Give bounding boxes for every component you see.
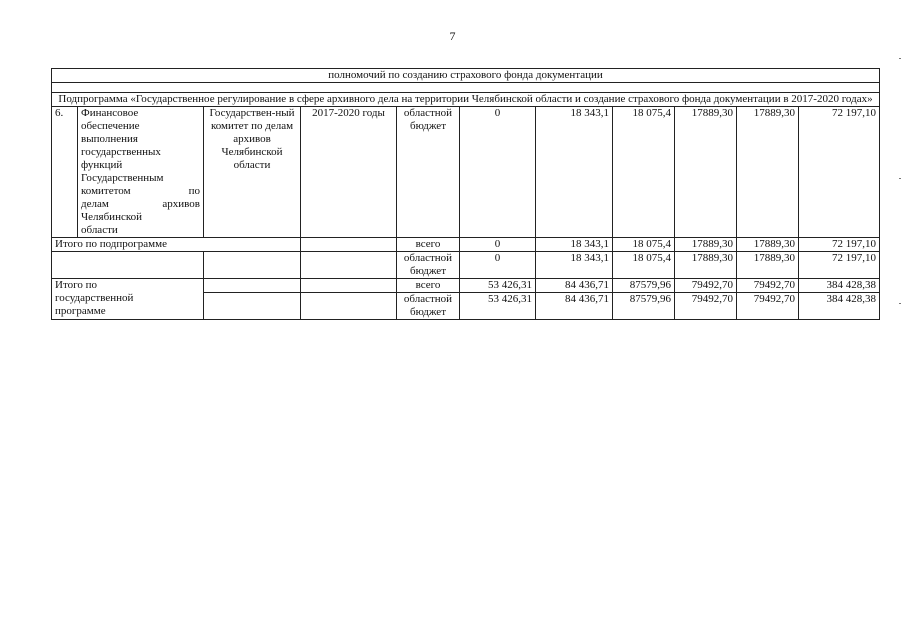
item-name-line: Государственным <box>81 172 164 184</box>
scan-edge-mark <box>899 303 901 304</box>
program-total-2018: 87579,96 <box>613 279 675 293</box>
table-row-subprogram-regional <box>52 252 880 279</box>
item-value-total: 72 197,10 <box>799 107 880 238</box>
subprogram-regional-sum: 72 197,10 <box>799 252 880 279</box>
item-name-line: Челябинской <box>81 211 143 223</box>
item-value-2017: 18 343,1 <box>536 107 613 238</box>
empty-cell <box>301 279 397 293</box>
program-total-2019: 79492,70 <box>675 279 737 293</box>
program-total-sum: 384 428,38 <box>799 279 880 293</box>
program-total-label: Итого по государственной программе <box>52 279 204 320</box>
item-name-line: выполнения <box>81 133 138 145</box>
empty-cell <box>301 238 397 252</box>
item-value-2016: 0 <box>460 107 536 238</box>
program-total-2016: 53 426,31 <box>460 279 536 293</box>
item-source: областной бюджет <box>397 107 460 238</box>
empty-cell <box>52 252 204 279</box>
item-name-line: области <box>81 224 118 236</box>
subprogram-regional-2018: 18 075,4 <box>613 252 675 279</box>
item-value-2019: 17889,30 <box>675 107 737 238</box>
program-regional-2017: 84 436,71 <box>536 293 613 320</box>
table-row-program-total <box>52 279 880 293</box>
spacer-row <box>52 83 880 93</box>
item-name-line: государственных <box>81 146 161 158</box>
program-total-2020: 79492,70 <box>737 279 799 293</box>
empty-cell <box>301 293 397 320</box>
subprogram-total-2019: 17889,30 <box>675 238 737 252</box>
subprogram-title: Подпрограмма «Государственное регулирование в сфере архивного дела на территории Челябинской области и создание страхового фонда документации в 2017-2020 годах» <box>52 93 880 107</box>
subprogram-total-sum: 72 197,10 <box>799 238 880 252</box>
program-regional-source: областной бюджет <box>397 293 460 320</box>
item-name-line: функций <box>81 159 123 171</box>
subprogram-total-2018: 18 075,4 <box>613 238 675 252</box>
page-number: 7 <box>449 29 456 43</box>
subprogram-regional-2016: 0 <box>460 252 536 279</box>
scan-edge-mark <box>899 58 901 59</box>
table-row-subprogram-total <box>52 238 880 252</box>
empty-cell <box>204 279 301 293</box>
spacer-cell <box>52 83 880 93</box>
item-name-line: обеспечение <box>81 120 140 132</box>
subprogram-total-label: Итого по подпрограмме <box>52 238 301 252</box>
item-number: 6. <box>52 107 78 238</box>
subprogram-regional-2017: 18 343,1 <box>536 252 613 279</box>
subprogram-regional-2020: 17889,30 <box>737 252 799 279</box>
empty-cell <box>204 252 301 279</box>
item-name-line: делам архивов <box>81 198 200 210</box>
empty-cell <box>204 293 301 320</box>
program-regional-2019: 79492,70 <box>675 293 737 320</box>
program-total-2017: 84 436,71 <box>536 279 613 293</box>
budget-table <box>51 68 880 320</box>
empty-cell <box>301 252 397 279</box>
program-regional-sum: 384 428,38 <box>799 293 880 320</box>
subprogram-regional-2019: 17889,30 <box>675 252 737 279</box>
table-row-item-6 <box>52 107 880 238</box>
item-name <box>78 107 204 238</box>
subprogram-total-2016: 0 <box>460 238 536 252</box>
program-regional-2020: 79492,70 <box>737 293 799 320</box>
item-name-line: Финансовое <box>81 107 139 119</box>
program-regional-2016: 53 426,31 <box>460 293 536 320</box>
subprogram-title-row <box>52 93 880 107</box>
item-name-line: комитетом по <box>81 185 200 197</box>
header-row-powers <box>52 69 880 83</box>
program-total-source: всего <box>397 279 460 293</box>
item-value-2020: 17889,30 <box>737 107 799 238</box>
item-executor: Государствен-ный комитет по делам архивов Челябинской области <box>204 107 301 238</box>
subprogram-regional-source: областной бюджет <box>397 252 460 279</box>
item-value-2018: 18 075,4 <box>613 107 675 238</box>
subprogram-total-2020: 17889,30 <box>737 238 799 252</box>
program-regional-2018: 87579,96 <box>613 293 675 320</box>
subprogram-total-source: всего <box>397 238 460 252</box>
scan-edge-mark <box>899 178 901 179</box>
item-period: 2017-2020 годы <box>301 107 397 238</box>
header-powers-text: полномочий по созданию страхового фонда документации <box>52 69 880 83</box>
subprogram-total-2017: 18 343,1 <box>536 238 613 252</box>
